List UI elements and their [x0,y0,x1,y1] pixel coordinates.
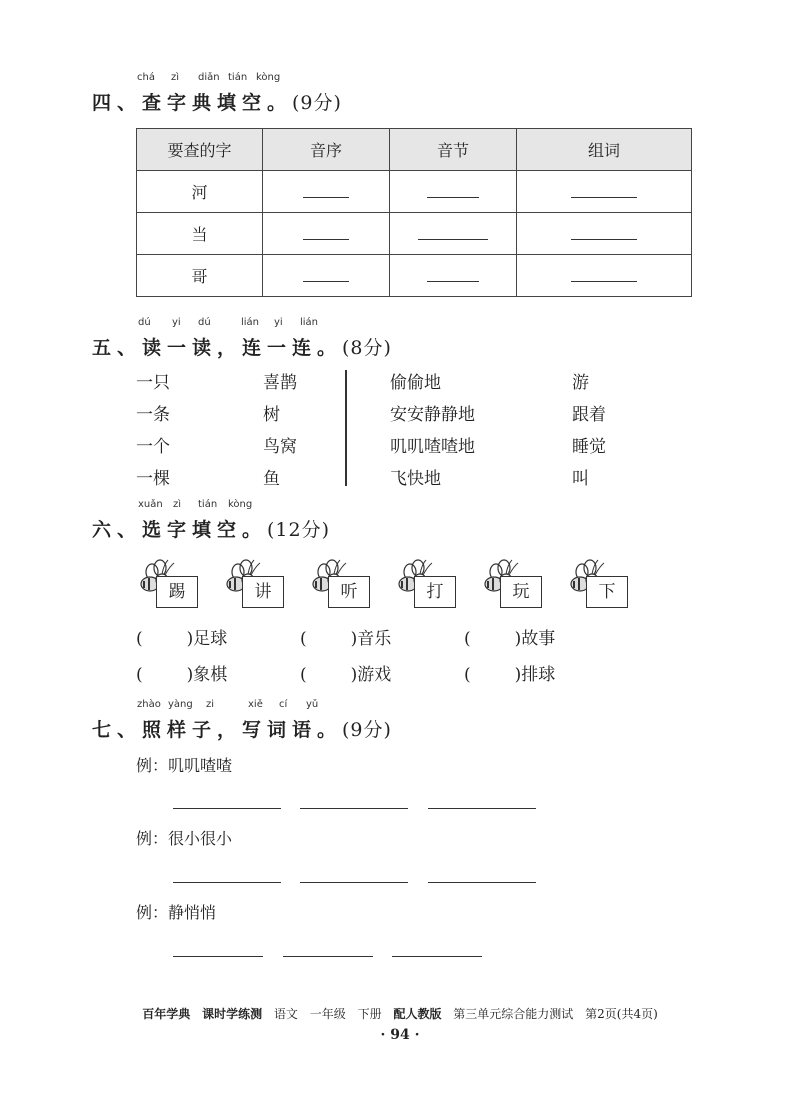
option-card[interactable]: 讲 [242,576,284,608]
option-card[interactable]: 听 [328,576,370,608]
section-7-points: (9分) [342,719,392,741]
section-7-title [92,715,392,742]
answer-line[interactable] [428,808,536,809]
blank-initial[interactable] [263,255,390,297]
answer-line[interactable] [173,882,281,883]
paren-open: ( [464,629,471,649]
paren-close: ) [186,629,194,649]
option-card[interactable]: 玩 [500,576,542,608]
row-char: 当 [137,213,263,255]
section-4-points: (9分) [292,92,342,114]
blank-syllable[interactable] [390,171,517,213]
match-right-a-3[interactable]: 叽叽喳喳地 [390,437,475,457]
pinyin-s6-1: xuǎn [138,499,163,510]
bee-card-3 [308,554,370,614]
dictionary-table [136,128,692,297]
blank-initial[interactable] [263,213,390,255]
pinyin-s6-2: zì [173,499,182,510]
match-left-b-2[interactable]: 树 [263,405,280,425]
fill-item-4[interactable] [136,660,227,685]
paren-close: ) [514,665,522,685]
match-left-a-1[interactable]: 一只 [136,373,170,393]
bee-card-1 [136,554,198,614]
match-right-b-3[interactable]: 睡觉 [572,437,606,457]
answer-line[interactable] [173,808,281,809]
pinyin-s5-2: yi [172,317,181,328]
pinyin-s4-4: tián [228,72,248,83]
paren-open: ( [464,665,471,685]
header-initial: 音序 [263,129,390,171]
paren-close: ) [350,629,358,649]
blank-word[interactable] [517,213,692,255]
pinyin-s5-5: yi [274,317,283,328]
blank-syllable[interactable] [390,255,517,297]
answer-line[interactable] [173,956,263,957]
section-5-points: (8分) [342,337,392,359]
match-divider [345,370,347,486]
match-left-b-3[interactable]: 鸟窝 [263,437,297,457]
match-right-a-2[interactable]: 安安静静地 [390,405,475,425]
bee-card-4 [394,554,456,614]
page-number: · 94 · [380,1027,420,1043]
example-2: 例：很小很小 [136,829,233,848]
option-card[interactable]: 打 [414,576,456,608]
bee-card-2 [222,554,284,614]
bee-card-5 [480,554,542,614]
header-char: 要查的字 [137,129,263,171]
pinyin-s4-2: zì [171,72,180,83]
match-left-a-4[interactable]: 一棵 [136,469,170,489]
section-7-title-text: 七、照样子，写词语。 [92,719,343,741]
page-footer [0,1005,800,1022]
fill-item-text: 排球 [521,665,556,685]
paren-open: ( [136,665,143,685]
pinyin-s7-6: yǔ [306,699,319,710]
paren-close: ) [514,629,522,649]
footer-test: 第三单元综合能力测试 [453,1007,574,1021]
match-right-b-1[interactable]: 游 [572,373,589,393]
match-right-b-2[interactable]: 跟着 [572,405,606,425]
pinyin-s4-3: diǎn [198,72,220,83]
pinyin-s7-5: cí [279,699,288,710]
footer-volume: 下册 [357,1007,382,1021]
match-right-a-4[interactable]: 飞快地 [390,469,441,489]
match-left-a-2[interactable]: 一条 [136,405,170,425]
answer-line[interactable] [428,882,536,883]
footer-edition: 配人教版 [393,1007,442,1021]
section-5-title-text: 五、读一读，连一连。 [92,337,343,359]
section-4-title [92,88,342,115]
fill-item-text: 足球 [193,629,228,649]
footer-subject: 语文 [273,1007,298,1021]
pinyin-s5-3: dú [198,317,211,328]
fill-item-1[interactable] [136,624,227,649]
paren-open: ( [300,665,307,685]
fill-item-text: 音乐 [357,629,392,649]
section-6-title-text: 六、选字填空。 [92,519,268,541]
section-5-title [92,333,392,360]
pinyin-s4-1: chá [137,72,155,83]
table-row [137,213,692,255]
paren-close: ) [186,665,194,685]
row-char: 哥 [137,255,263,297]
footer-brand: 百年学典 [142,1007,191,1021]
table-header-row [137,129,692,171]
pinyin-s6-4: kòng [228,499,253,510]
pinyin-s7-4: xiě [248,699,263,710]
section-6-title [92,515,330,542]
match-left-b-4[interactable]: 鱼 [263,469,280,489]
example-3: 例：静悄悄 [136,903,217,922]
blank-initial[interactable] [263,171,390,213]
match-right-b-4[interactable]: 叫 [572,469,589,489]
blank-word[interactable] [517,255,692,297]
bee-card-6 [566,554,628,614]
pinyin-s5-6: lián [300,317,319,328]
paren-open: ( [300,629,307,649]
table-row [137,255,692,297]
pinyin-s4-5: kòng [256,72,281,83]
paren-open: ( [136,629,143,649]
fill-item-6[interactable] [464,660,555,685]
header-syllable: 音节 [390,129,517,171]
fill-item-5[interactable] [300,660,391,685]
pinyin-s5-4: lián [241,317,260,328]
match-left-b-1[interactable]: 喜鹊 [263,373,297,393]
answer-line[interactable] [300,808,408,809]
answer-line[interactable] [283,956,373,957]
fill-item-text: 游戏 [357,665,392,685]
pinyin-s5-1: dú [138,317,151,328]
example-1: 例：叽叽喳喳 [136,756,233,775]
answer-line[interactable] [300,882,408,883]
fill-item-2[interactable] [300,624,391,649]
option-card[interactable]: 踢 [156,576,198,608]
section-4-title-text: 四、查字典填空。 [92,92,293,114]
fill-item-text: 故事 [521,629,556,649]
pinyin-s7-1: zhào [137,699,161,710]
paren-close: ) [350,665,358,685]
option-card[interactable]: 下 [586,576,628,608]
answer-line[interactable] [392,956,482,957]
pinyin-s7-2: yàng [168,699,193,710]
pinyin-s6-3: tián [198,499,218,510]
row-char: 河 [137,171,263,213]
footer-page-info: 第2页(共4页) [585,1007,658,1021]
pinyin-s7-3: zi [206,699,215,710]
fill-item-text: 象棋 [193,665,228,685]
section-6-points: (12分) [267,519,331,541]
header-word: 组词 [517,129,692,171]
match-right-a-1[interactable]: 偷偷地 [390,373,441,393]
match-left-a-3[interactable]: 一个 [136,437,170,457]
table-row [137,171,692,213]
footer-grade: 一年级 [309,1007,346,1021]
blank-word[interactable] [517,171,692,213]
blank-syllable[interactable] [390,213,517,255]
footer-series: 课时学练测 [202,1007,263,1021]
fill-item-3[interactable] [464,624,555,649]
